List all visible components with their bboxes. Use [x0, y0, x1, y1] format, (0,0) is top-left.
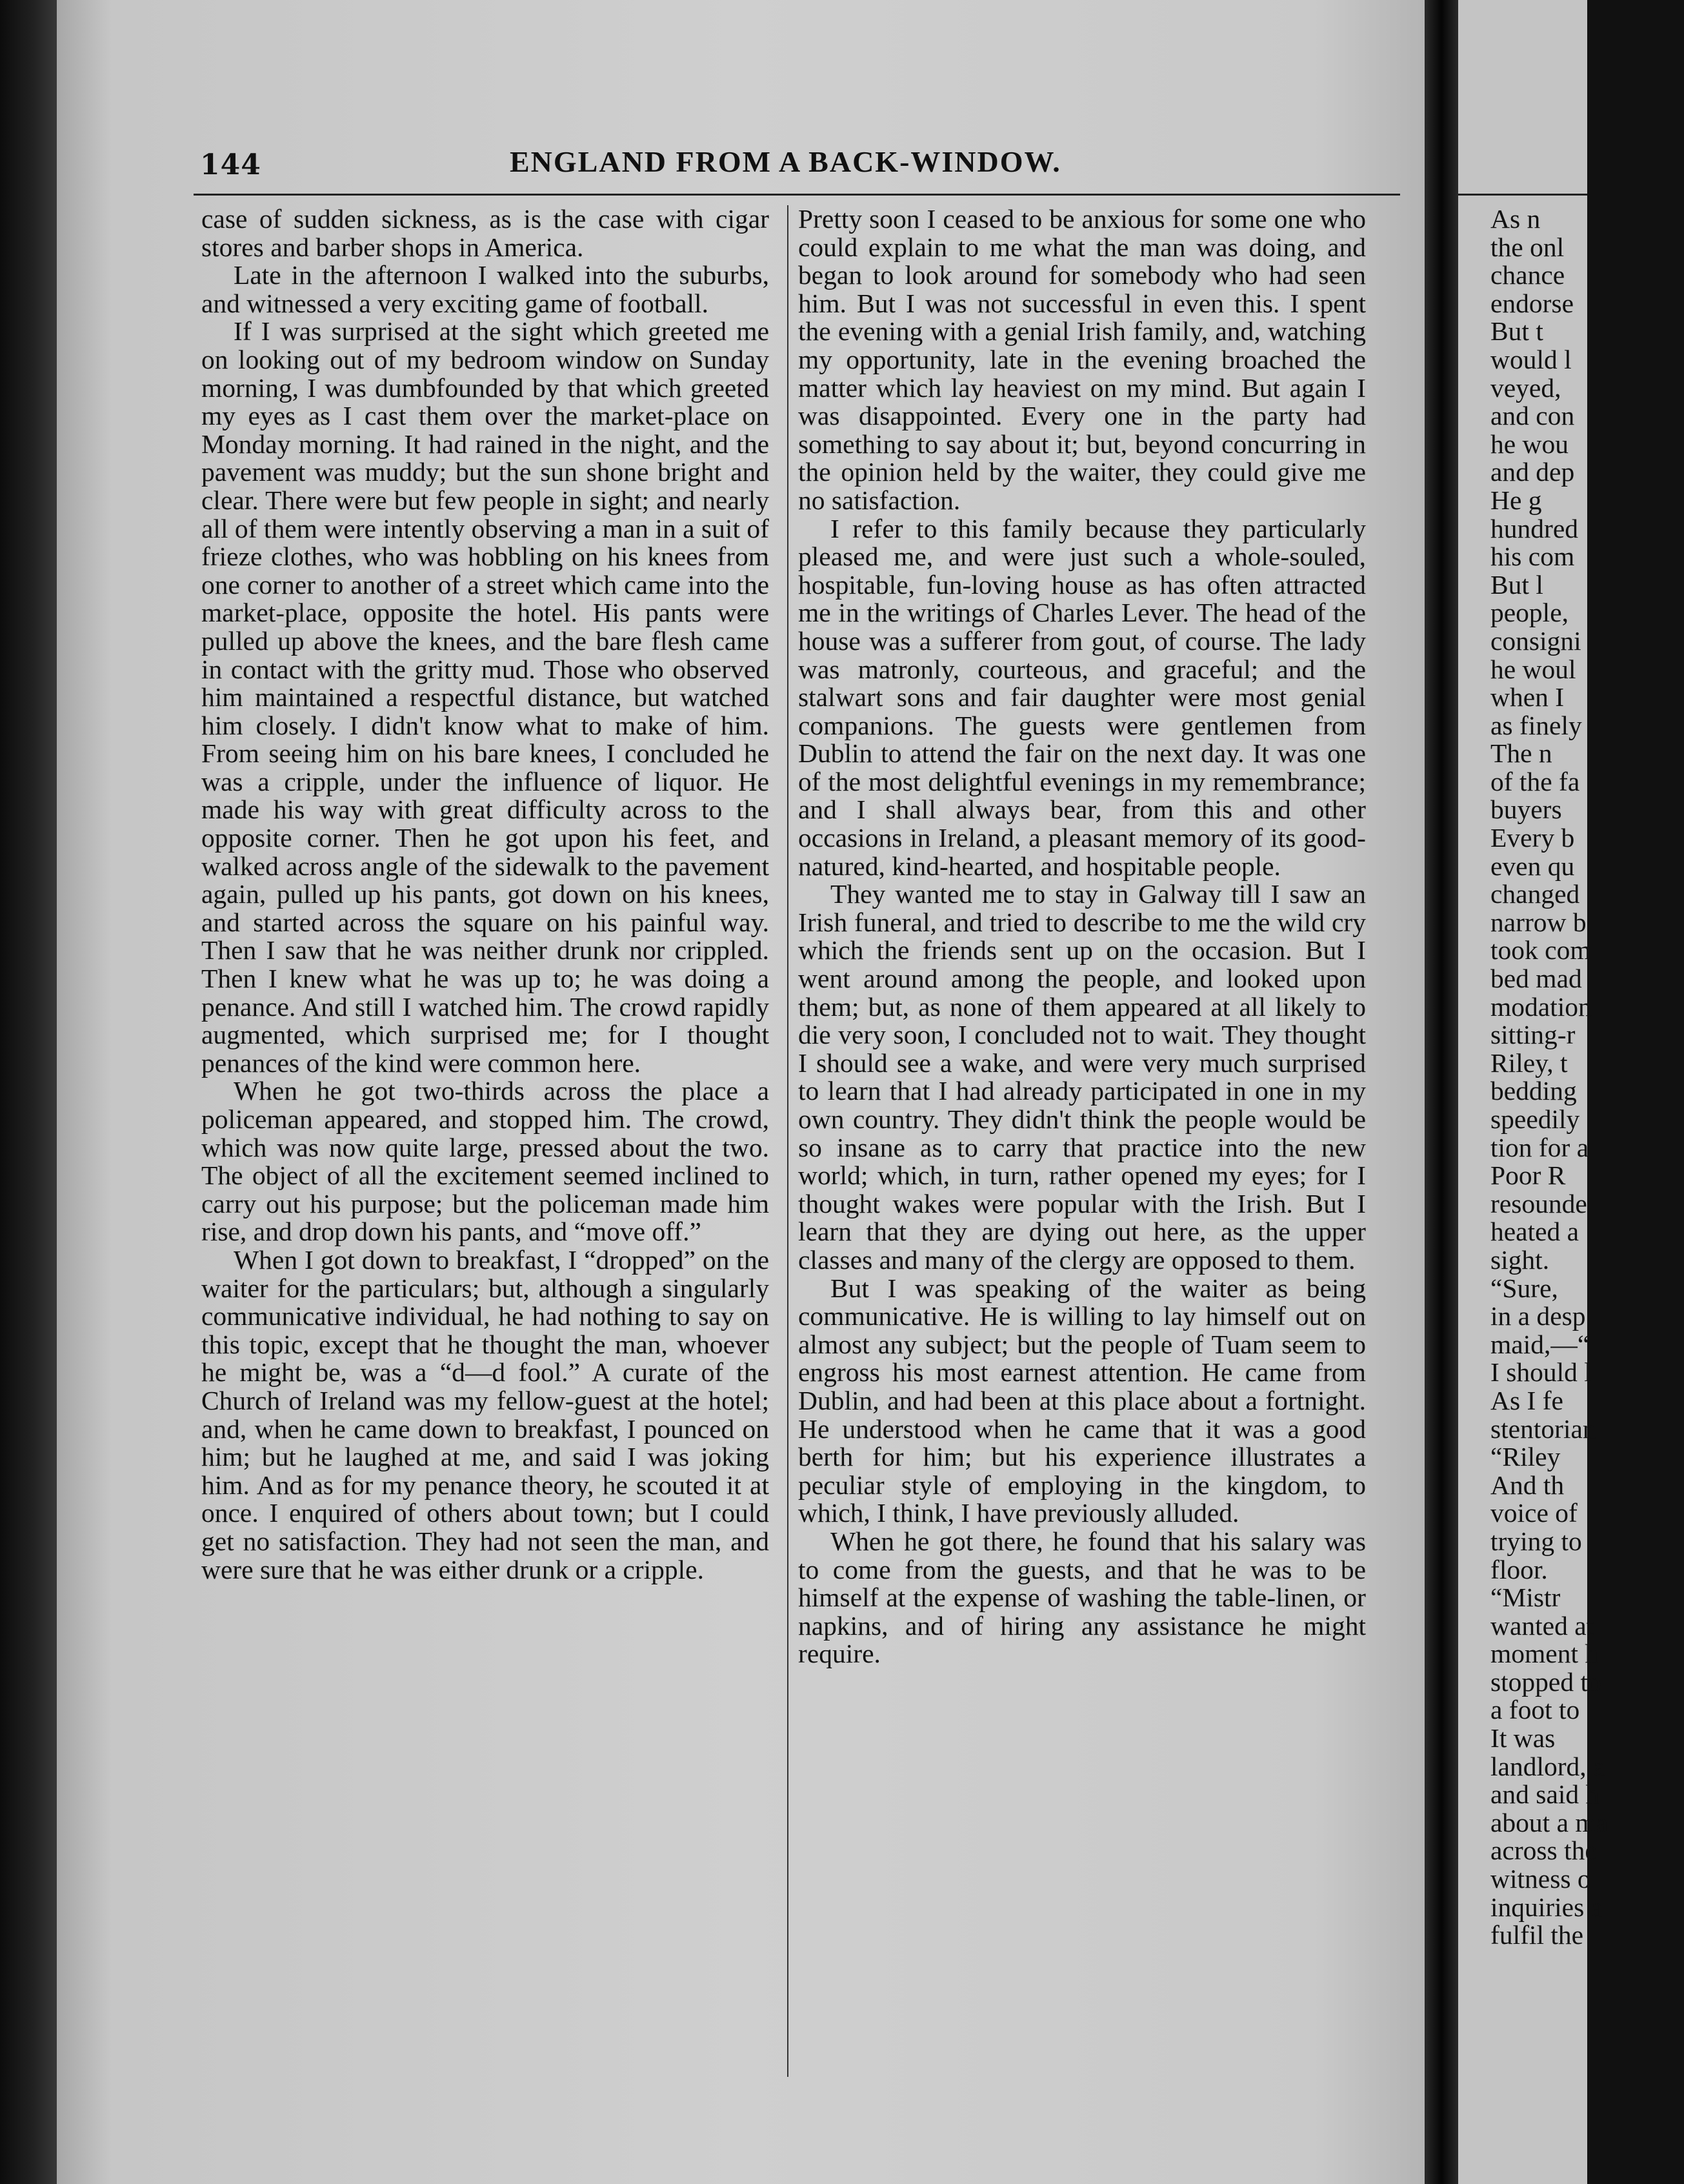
column-divider	[787, 205, 788, 2077]
next-page-line: Poor R	[1490, 1160, 1566, 1191]
next-page-line: The n	[1490, 738, 1552, 769]
next-page-line: I should l	[1490, 1357, 1592, 1388]
next-page-line: his com	[1490, 541, 1575, 572]
next-page-line: fulfil the	[1490, 1920, 1584, 1950]
page-header	[200, 141, 1413, 186]
next-page-line: he woul	[1490, 654, 1576, 684]
paragraph: When he got there, he found that his salary was to come from the guests, and that he was to be himself at the expense of washing the table-linen, or napkins, and of hiring any assistance he might require.	[798, 1526, 1366, 1669]
next-page-line: bed mad	[1490, 964, 1582, 994]
next-page-line: As I fe	[1490, 1385, 1563, 1415]
next-page-line: floor.	[1490, 1554, 1548, 1584]
next-page-text-fragments	[1490, 205, 1684, 1950]
next-page-line: stopped to	[1490, 1666, 1601, 1697]
text-column-right	[798, 205, 1366, 1668]
next-page-line: And th	[1490, 1470, 1565, 1500]
next-page-line: He g	[1490, 485, 1542, 515]
paragraph: case of sudden sickness, as is the case with cigar stores and barber shops in America.	[201, 204, 769, 262]
next-page-line: “Sure,	[1490, 1273, 1558, 1303]
next-page-line: modation	[1490, 991, 1592, 1022]
next-page-line: landlord, a	[1490, 1751, 1605, 1781]
next-page-line: changed	[1490, 879, 1580, 909]
next-page-line: hundred	[1490, 513, 1578, 543]
paragraph: But I was speaking of the waiter as being communicative. He is willing to lay himself out on almost any subject; but the people of Tuam seem to engross his most earnest attention. He came from Dublin, and had been at this place about a fortnight. He understood when he came that it was a good berth for him; but his experience illustrates a peculiar style of employing in the kingdom, to which, I think, I have previously alluded.	[798, 1273, 1366, 1528]
next-page-line: and con	[1490, 401, 1575, 431]
book-gutter	[1425, 0, 1458, 2184]
next-page-line: the onl	[1490, 232, 1565, 262]
next-page-line: of the fa	[1490, 766, 1580, 796]
next-page-line: tion for a	[1490, 1132, 1589, 1162]
next-page-line: narrow b	[1490, 907, 1587, 937]
next-page-line: would l	[1490, 344, 1572, 374]
next-page-line: in a desp	[1490, 1301, 1586, 1331]
next-page-line: as finely	[1490, 710, 1582, 740]
next-page-line: when I	[1490, 682, 1565, 713]
next-page-header-rule	[1458, 194, 1587, 196]
next-page-line: heated a	[1490, 1217, 1579, 1247]
next-page-line: It was	[1490, 1723, 1556, 1754]
next-page-line: veyed,	[1490, 372, 1561, 403]
text-column-left	[201, 205, 769, 1584]
next-page-line: chance	[1490, 260, 1565, 290]
next-page-line: buyers	[1490, 794, 1562, 825]
next-page-line: witness o	[1490, 1864, 1591, 1894]
paragraph: I refer to this family because they particularly pleased me, and were just such a whole-souled, hospitable, fun-loving house as has often attracted me in the writings of Charles Lever. The head of the house was a sufferer from gout, of course. The lady was matronly, courteous, and graceful; and the stalwart sons and fair daughter were most genial companions. The guests were gentlemen from Dublin to attend the fair on the next day. It was one of the most delightful evenings in my remembrance; and I shall always bear, from this and other occasions in Ireland, a pleasant memory of its good-natured, kind-hearted, and hospitable people.	[798, 513, 1366, 881]
next-page-line: maid,—“	[1490, 1329, 1590, 1359]
next-page-line: trying to	[1490, 1526, 1582, 1556]
next-page-line: and dep	[1490, 457, 1575, 487]
book-spine-shadow	[0, 0, 58, 2184]
next-page-line: and said h	[1490, 1779, 1599, 1810]
next-page-edge	[1458, 0, 1609, 2184]
next-page-line: Riley, t	[1490, 1047, 1568, 1078]
next-page-line: wanted at	[1490, 1610, 1594, 1641]
next-page-line: But l	[1490, 569, 1543, 600]
next-page-line: about a ma	[1490, 1807, 1609, 1837]
next-page-line: endorse	[1490, 288, 1574, 318]
next-page-line: But t	[1490, 316, 1543, 347]
paragraph: If I was surprised at the sight which greeted me on looking out of my bedroom window on Sunday morning, I was dumbfounded by that which greeted my eyes as I cast them over the market-place on Monday morning. It had rained in the night, and the pavement was muddy; but the sun shone bright and clear. There were but few people in sight; and nearly all of them were intently observing a man in a suit of frieze clothes, who was hobbling on his knees from one corner to another of a street which came into the market-place, opposite the hotel. His pants were pulled up above the knees, and the bare flesh came in contact with the gritty mud. Those who observed him maintained a respectful distance, but watched him closely. I didn't know what to make of him. From seeing him on his bare knees, I concluded he was a cripple, under the influence of liquor. He made his way with great difficulty across to the opposite corner. Then he got upon his feet, and walked across angle of the sidewalk to the pavement again, pulled up his pants, got down on his knees, and started across the square on his painful way. Then I saw that he was neither drunk nor crippled. Then I knew what he was up to; he was doing a penance. And still I watched him. The crowd rapidly augmented, which surprised me; for I thought penances of the kind were common here.	[201, 316, 769, 1078]
next-page-line: people,	[1490, 598, 1569, 628]
next-page-line: even qu	[1490, 851, 1575, 881]
next-page-line: across the	[1490, 1835, 1597, 1866]
running-title: ENGLAND FROM A BACK-WINDOW.	[510, 145, 1061, 178]
next-page-line: he wou	[1490, 429, 1569, 459]
next-page-line: stentorian	[1490, 1413, 1596, 1444]
header-rule	[194, 194, 1400, 196]
page-number: 144	[200, 148, 261, 181]
paragraph: When he got two-thirds across the place a policeman appeared, and stopped him. The crowd, which was now quite large, pressed about the two. The object of all the excitement seemed inclined to carry out his purpose; but the policeman made him rise, and drop down his pants, and “move off.”	[201, 1076, 769, 1247]
next-page-line: took com	[1490, 935, 1591, 966]
next-page-line: sight.	[1490, 1244, 1550, 1275]
paragraph: Pretty soon I ceased to be anxious for some one who could explain to me what the man was doing, and began to look around for somebody who had seen him. But I was not successful in even this. I spent the evening with a genial Irish family, and, watching my opportunity, late in the evening broached the matter which lay heaviest on my mind. But again I was disappointed. Every one in the party had something to say about it; but, beyond concurring in the opinion held by the waiter, they could give me no satisfaction.	[798, 204, 1366, 515]
next-page-line: speedily	[1490, 1104, 1580, 1134]
next-page-line: a foot to	[1490, 1695, 1580, 1725]
next-page-line: bedding	[1490, 1076, 1577, 1106]
next-page-line: voice of	[1490, 1498, 1578, 1528]
next-page-line: inquiries a	[1490, 1892, 1603, 1922]
next-page-line: moment h	[1490, 1639, 1599, 1669]
paragraph: They wanted me to stay in Galway till I saw an Irish funeral, and tried to describe to me the wild cry which the friends sent up on the occasion. But I went around among the people, and looked upon them; but, as none of them appeared at all likely to die very soon, I concluded not to wait. They thought I should see a wake, and were very much surprised to learn that I had already participated in one in my own country. They didn't think the people would be so insane as to carry that practice into the new world; which, in turn, rather opened my eyes; for I thought wakes were popular with the Irish. But I learn that they are dying out here, as the upper classes and many of the clergy are opposed to them.	[798, 879, 1366, 1275]
next-page-line: As n	[1490, 204, 1541, 234]
next-page-line: Every b	[1490, 823, 1575, 853]
paragraph: When I got down to breakfast, I “dropped” on the waiter for the particulars; but, although a singularly communicative individual, he had nothing to say on this topic, except that he thought the man, whoever he might be, was a “d—d fool.” A curate of the Church of Ireland was my fellow-guest at the hotel; and, when he came down to breakfast, I pounced on him; but he laughed at me, and said I was joking him. And as for my penance theory, he scouted it at once. I enquired of others about town; but I could get no satisfaction. They had not seen the man, and were sure that he was either drunk or a cripple.	[201, 1244, 769, 1584]
next-page-line: “Riley	[1490, 1442, 1561, 1472]
paragraph: Late in the afternoon I walked into the suburbs, and witnessed a very exciting game of football.	[201, 260, 769, 318]
next-page-line: consigni	[1490, 625, 1581, 656]
next-page-line: “Mistr	[1490, 1582, 1561, 1613]
next-page-line: resounde	[1490, 1188, 1587, 1218]
next-page-line: sitting-r	[1490, 1020, 1576, 1050]
